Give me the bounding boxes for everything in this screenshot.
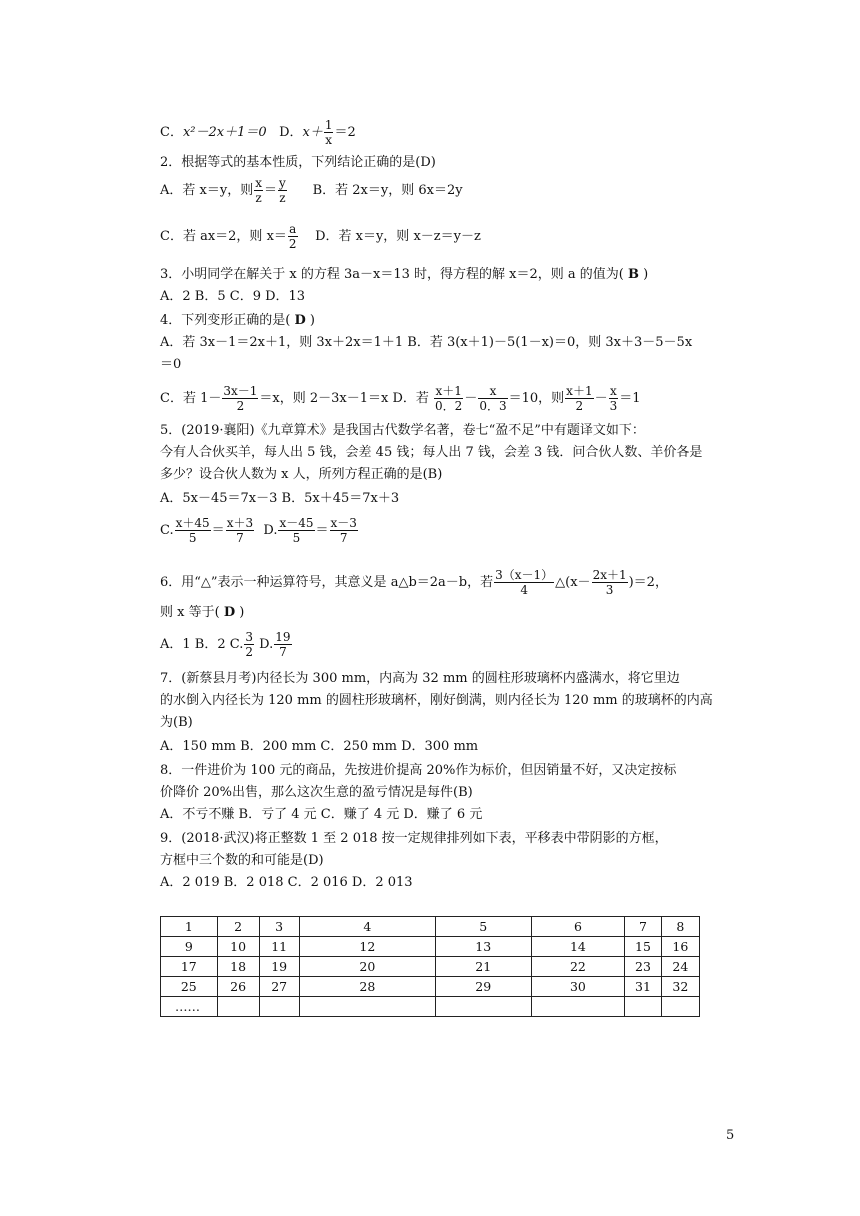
table-row xyxy=(161,917,700,937)
frac-den: 2 xyxy=(245,645,254,659)
table-cell: 24 xyxy=(661,957,699,977)
q6-frac-d xyxy=(274,630,291,659)
q1-option-d-label: D． xyxy=(279,125,303,140)
table-cell xyxy=(531,997,625,1017)
q7-line2: 的水倒入内径长为 120 mm 的圆柱形玻璃杯，刚好倒满，则内径长为 120 mm 的玻璃杯的内高 xyxy=(160,693,713,708)
q5-frac-c1 xyxy=(175,516,211,545)
q9-line1: 9．(2018·武汉)将正整数 1 至 2 018 按一定规律排列如下表，平移表中带阴影的方框， xyxy=(160,831,668,846)
q6-line2-pre: 则 x 等于( xyxy=(160,605,224,620)
frac-den: 2 xyxy=(575,399,584,413)
table-cell: 26 xyxy=(217,977,259,997)
frac-den: 3 xyxy=(609,399,618,413)
table-cell: 12 xyxy=(299,937,435,957)
table-cell: 14 xyxy=(531,937,625,957)
table-cell: 13 xyxy=(435,937,531,957)
frac-num: x＋45 xyxy=(175,516,210,530)
table-cell: 20 xyxy=(299,957,435,977)
q4-frac-d2 xyxy=(478,384,507,413)
q2-frac1 xyxy=(254,176,263,205)
table-cell: 3 xyxy=(259,917,299,937)
frac-num: 1 xyxy=(324,118,333,132)
q2-option-c-pre: C．若 ax＝2，则 x＝ xyxy=(160,229,287,244)
table-cell: 1 xyxy=(161,917,218,937)
table-cell: 7 xyxy=(625,917,661,937)
q6-line2 xyxy=(160,604,244,622)
q4-options-ab: A．若 3x－1＝2x＋1，则 3x＋2x＝1＋1 B．若 3(x＋1)－5(1－x)＝0，则 3x＋3－5－5x xyxy=(160,335,693,350)
q5-frac-d2 xyxy=(330,516,358,545)
q2-stem: 2．根据等式的基本性质，下列结论正确的是(D) xyxy=(160,155,436,170)
q4-frac-c xyxy=(222,384,258,413)
q6-options xyxy=(160,630,293,659)
frac-num: x＋3 xyxy=(226,516,254,530)
q5-line3: 多少？设合伙人数为 x 人，所列方程正确的是(B) xyxy=(160,467,443,482)
q4-stem xyxy=(160,312,315,330)
table-cell: 16 xyxy=(661,937,699,957)
q1-option-c-label: C． xyxy=(160,125,183,140)
frac-den: 3 xyxy=(605,583,614,597)
q8-options: A．不亏不赚 B．亏了 4 元 C．赚了 4 元 D．赚了 6 元 xyxy=(160,807,483,822)
q4-frac-d3 xyxy=(565,384,593,413)
q5-line2: 今有人合伙买羊，每人出 5 钱，会差 45 钱；每人出 7 钱，会差 3 钱．问合伙人数、羊价各是 xyxy=(160,445,703,460)
q3-stem xyxy=(160,266,648,284)
q1-option-d-pre: x＋ xyxy=(302,125,323,140)
table-row xyxy=(161,957,700,977)
table-cell xyxy=(217,997,259,1017)
frac-den: z xyxy=(255,191,262,205)
table-cell: 17 xyxy=(161,957,218,977)
table-cell: 8 xyxy=(661,917,699,937)
q6-line1 xyxy=(160,568,668,597)
q4-stem-text: 4．下列变形正确的是( xyxy=(160,313,295,328)
frac-num: x＋1 xyxy=(566,384,593,398)
q2-eq: ＝ xyxy=(263,183,277,198)
table-cell: 11 xyxy=(259,937,299,957)
page-number: 5 xyxy=(726,1128,735,1143)
q3-close: ) xyxy=(638,267,649,282)
table-cell: 2 xyxy=(217,917,259,937)
q4-frac-d1 xyxy=(434,384,463,413)
q6-frac2 xyxy=(592,568,628,597)
q1-option-c: x²－2x＋1＝0 xyxy=(182,125,267,140)
table-cell: …… xyxy=(161,997,218,1017)
frac-num: x xyxy=(255,176,262,190)
q4-options-ab-cont: ＝0 xyxy=(160,357,182,372)
table-cell xyxy=(435,997,531,1017)
frac-den: 5 xyxy=(292,531,301,545)
q2-options-ab xyxy=(160,176,463,205)
table-cell: 9 xyxy=(161,937,218,957)
q5-frac-d1 xyxy=(278,516,314,545)
q5-line1: 5．(2019·襄阳)《九章算术》是我国古代数学名著，卷七“盈不足”中有题译文如下： xyxy=(160,423,645,438)
q3-answer: B xyxy=(627,267,639,282)
frac-den: 4 xyxy=(520,583,528,597)
q7-line3: 为(B) xyxy=(160,715,193,730)
q2-options-cd xyxy=(160,222,481,251)
frac-num: 3（x－1） xyxy=(495,568,554,582)
q2-frac3 xyxy=(288,222,298,251)
q1-options xyxy=(160,118,356,147)
q7-options: A．150 mm B．200 mm C．250 mm D．300 mm xyxy=(160,739,479,754)
frac-num: x xyxy=(478,384,507,399)
q6-answer: D xyxy=(223,605,236,620)
table-cell xyxy=(299,997,435,1017)
table-cell: 28 xyxy=(299,977,435,997)
q8-line1: 8．一件进价为 100 元的商品，先按进价提高 20%作为标价，但因销量不好，又决定按标 xyxy=(160,763,677,778)
q7-line1: 7．(新蔡县月考)内径长为 300 mm，内高为 32 mm 的圆柱形玻璃杯内盛满水，将它里边 xyxy=(160,671,680,686)
frac-den: 7 xyxy=(339,531,348,545)
table-cell: 10 xyxy=(217,937,259,957)
table-cell: 19 xyxy=(259,957,299,977)
q6-pre: 6．用“△”表示一种运算符号，其意义是 a△b＝2a－b，若 xyxy=(160,575,494,590)
frac-num: x＋1 xyxy=(435,384,462,398)
q5-options-cd xyxy=(160,516,359,545)
q2-option-a-pre: A．若 x＝y，则 xyxy=(160,183,254,198)
table-cell: 4 xyxy=(299,917,435,937)
q4-option-d-end: ＝1 xyxy=(619,391,641,406)
q4-frac-d4 xyxy=(609,384,619,413)
frac-den: 5 xyxy=(188,531,197,545)
q6-option-d-label: D. xyxy=(255,637,274,652)
q5-eq-c: ＝ xyxy=(211,523,225,538)
q9-number-table xyxy=(160,916,700,1017)
table-cell: 21 xyxy=(435,957,531,977)
frac-num: x xyxy=(610,384,617,398)
table-cell xyxy=(625,997,661,1017)
frac-den: 0．2 xyxy=(435,399,463,413)
frac-num: 2x＋1 xyxy=(592,568,627,582)
q5-options-ab: A．5x－45＝7x－3 B．5x＋45＝7x＋3 xyxy=(160,491,400,506)
table-cell xyxy=(661,997,699,1017)
table-cell: 30 xyxy=(531,977,625,997)
q4-option-c-pre: C．若 1－ xyxy=(160,391,222,406)
frac-num: 19 xyxy=(275,630,291,644)
q2-frac2 xyxy=(278,176,287,205)
q6-options-pre: A．1 B．2 C. xyxy=(160,637,244,652)
q9-options: A．2 019 B．2 018 C．2 016 D．2 013 xyxy=(160,875,413,890)
table-cell: 27 xyxy=(259,977,299,997)
q5-eq-d: ＝ xyxy=(315,523,329,538)
q4-minus: － xyxy=(464,391,478,406)
table-cell: 29 xyxy=(435,977,531,997)
q4-options-cd xyxy=(160,384,641,413)
q4-answer: D xyxy=(294,313,306,328)
q1-option-d-frac xyxy=(324,118,334,147)
table-cell xyxy=(259,997,299,1017)
q2-option-d: D．若 x＝y，则 x－z＝y－z xyxy=(315,229,481,244)
q6-frac1 xyxy=(494,568,554,597)
q4-option-c-post: ＝x，则 2－3x－1＝x D．若 xyxy=(259,391,429,406)
frac-den: x xyxy=(325,133,333,147)
frac-num: x－3 xyxy=(330,516,357,530)
q1-option-d-post: ＝2 xyxy=(334,125,356,140)
q3-options: A．2 B．5 C．9 D．13 xyxy=(160,289,306,304)
q6-mid: △(x－ xyxy=(555,575,591,590)
table-cell: 15 xyxy=(625,937,661,957)
table-row xyxy=(161,997,700,1017)
table-cell: 32 xyxy=(661,977,699,997)
table-cell: 31 xyxy=(625,977,661,997)
table-cell: 5 xyxy=(435,917,531,937)
q4-option-d-post: ＝10，则 xyxy=(508,391,565,406)
frac-den: 7 xyxy=(236,531,244,545)
q3-stem-text: 3．小明同学在解关于 x 的方程 3a－x＝13 时，得方程的解 x＝2，则 a 的值为( xyxy=(160,267,628,282)
frac-den: 2 xyxy=(236,399,245,413)
q4-close: ) xyxy=(305,313,315,328)
table-cell: 6 xyxy=(531,917,625,937)
frac-num: 3 xyxy=(245,630,254,644)
frac-num: 3x－1 xyxy=(223,384,258,398)
q6-frac-c xyxy=(244,630,254,659)
frac-num: y xyxy=(279,176,286,190)
q6-close: ) xyxy=(235,605,245,620)
q5-frac-c2 xyxy=(226,516,254,545)
q2-option-b: B．若 2x＝y，则 6x＝2y xyxy=(312,183,463,198)
q6-post: )＝2， xyxy=(628,575,668,590)
q9-line2: 方框中三个数的和可能是(D) xyxy=(160,853,324,868)
q4-minus2: － xyxy=(594,391,608,406)
q8-line2: 价降价 20%出售，那么这次生意的盈亏情况是每件(B) xyxy=(160,785,473,800)
q5-option-d-label: D. xyxy=(263,523,278,538)
frac-num: x－45 xyxy=(279,516,314,530)
table-cell: 18 xyxy=(217,957,259,977)
table-cell: 25 xyxy=(161,977,218,997)
q9-table-body xyxy=(161,917,700,1017)
table-row xyxy=(161,937,700,957)
table-row xyxy=(161,977,700,997)
table-cell: 23 xyxy=(625,957,661,977)
frac-den: 7 xyxy=(279,645,287,659)
frac-num: a xyxy=(289,222,297,236)
q5-option-c-label: C. xyxy=(160,523,174,538)
frac-den: 2 xyxy=(288,237,297,251)
frac-den: z xyxy=(279,191,286,205)
table-cell: 22 xyxy=(531,957,625,977)
frac-den: 0．3 xyxy=(479,399,507,413)
